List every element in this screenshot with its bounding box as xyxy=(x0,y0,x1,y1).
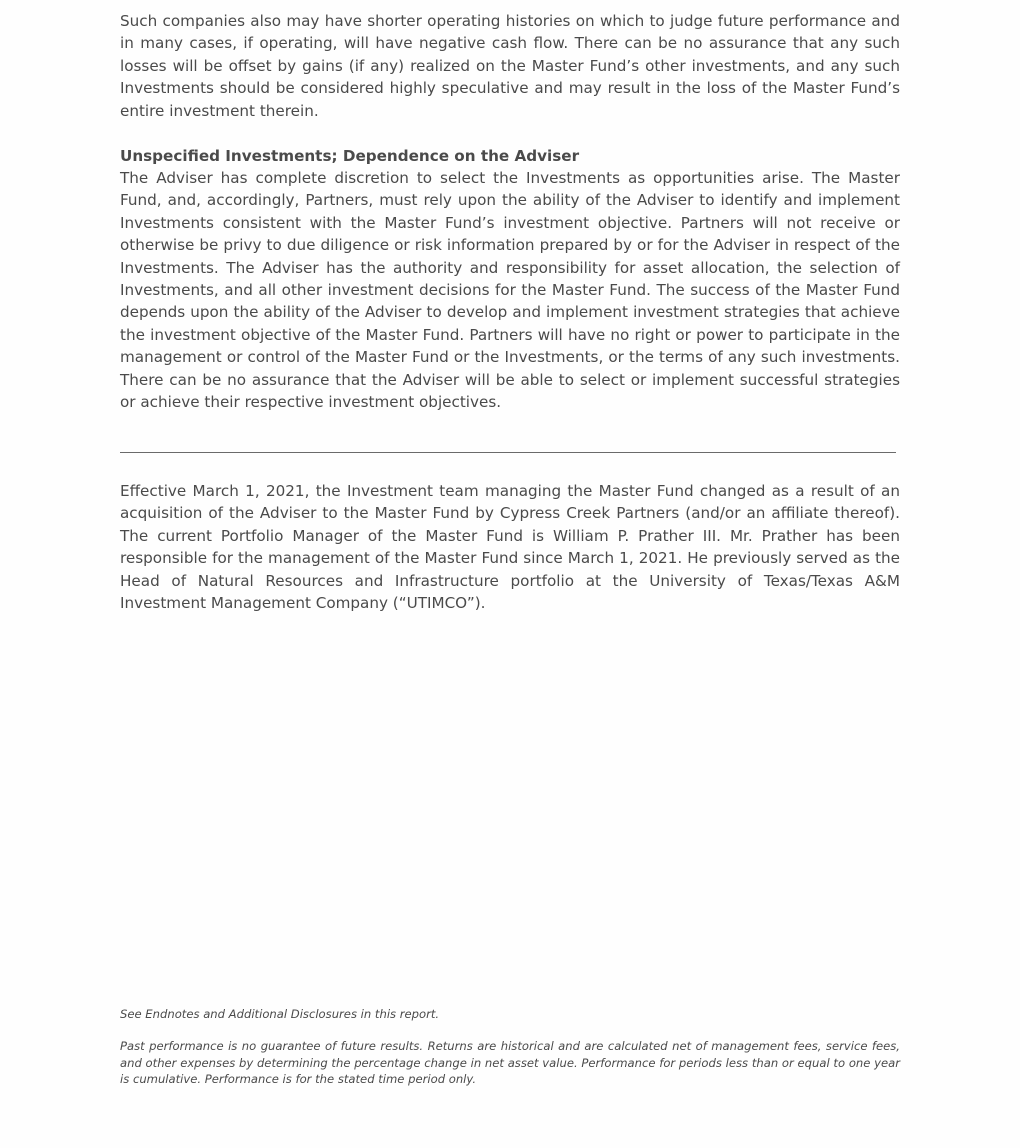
paragraph-team-change: Effective March 1, 2021, the Investment team managing the Master Fund changed as a result of an acquisition of the Adviser to the Master Fund by Cypress Creek Partners (and/or an affiliate thereof). The current Portfolio Manager of the Master Fund is William P. Prather III. Mr. Prather has been responsible for the management of the Master Fund since March 1, 2021. He previously served as the Head of Natural Resources and Infrastructure portfolio at the University of Texas/Texas A&M Investment Management Company (“UTIMCO”). xyxy=(120,482,900,613)
paragraph-speculative-investments: Such companies also may have shorter operating histories on which to judge future performance and in many cases, if operating, will have negative cash flow. There can be no assurance that any such losses will be offset by gains (if any) realized on the Master Fund’s other investments, and any such Investments should be considered highly speculative and may result in the loss of the Master Fund’s entire investment therein. xyxy=(120,12,900,120)
footer-endnotes-note: See Endnotes and Additional Disclosures in this report. xyxy=(120,1007,440,1021)
footer-performance-disclaimer: Past performance is no guarantee of future results. Returns are historical and are calculated net of management fees, service fees, and other expenses by determining the percentage change in net asset value. Performance for periods less than or equal to one year is cumulative. Performance is for the stated time period only. xyxy=(120,1039,900,1087)
section-divider xyxy=(120,452,896,453)
section-heading: Unspecified Investments; Dependence on the Adviser xyxy=(120,147,580,165)
paragraph-adviser-dependence: The Adviser has complete discretion to select the Investments as opportunities arise. The Master Fund, and, accordingly, Partners, must rely upon the ability of the Adviser to identify and implement Investments consistent with the Master Fund’s investment objective. Partners will not receive or otherwise be privy to due diligence or risk information prepared by or for the Adviser in respect of the Investments. The Adviser has the authority and responsibility for asset allocation, the selection of Investments, and all other investment decisions for the Master Fund. The success of the Master Fund depends upon the ability of the Adviser to develop and implement investment strategies that achieve the investment objective of the Master Fund. Partners will have no right or power to participate in the management or control of the Master Fund or the Investments, or the terms of any such investments. There can be no assurance that the Adviser will be able to select or implement successful strategies or achieve their respective investment objectives. xyxy=(120,169,900,412)
